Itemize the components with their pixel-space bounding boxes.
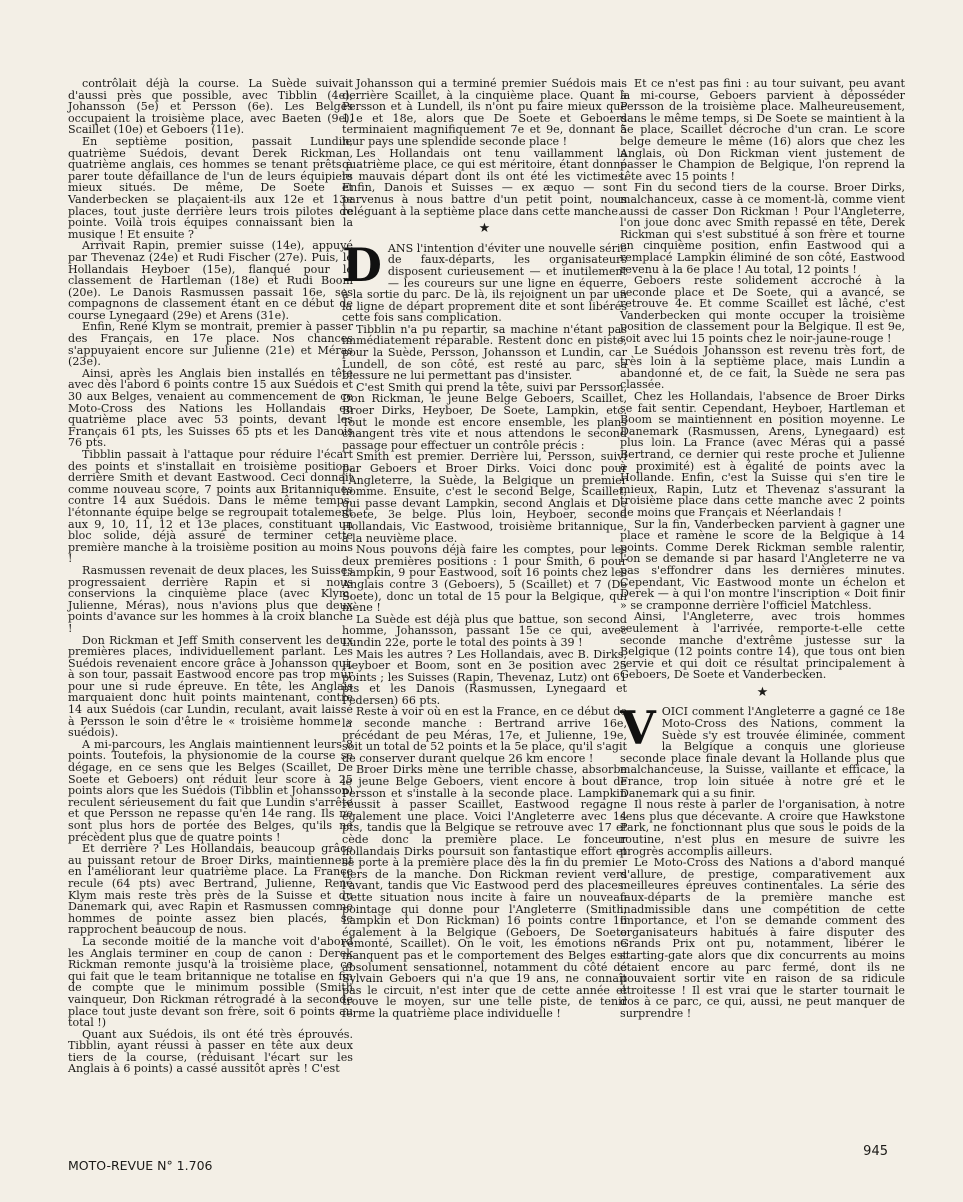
section-separator: ★ [756, 684, 769, 700]
paragraph: Smith est premier. Derrière lui, Persson, suivi par Geboers et Broer Dirks. Voici donc pour l'Angleterre, la Suède, la Belgique un premier homme. Ensuite, c'est le second Belge, Scaillet, qui passe devant Lampkin, second Anglais et De Soete, 3e belge. Plus loin, Heyboer, second Hollandais, Vic Eastwood, troisième britannique, à la neuvième place. [342, 450, 627, 545]
paragraph: A mi-parcours, les Anglais maintiennent leurs 8 points. Toutefois, la physionomie de la course se dégage, en ce sens que les Belges (Scaillet, De Soete et Geboers) ont réduit leur score à 25 points alors que les Suédois (Tibblin et Johansson) reculent sérieusement du fait que Lundin s'arrête et que Persson ne repasse qu'en 14e rang. Ils ne sont plus hors de portée des Belges, qu'ils ne précèdent plus que de quatre points ! [68, 737, 353, 844]
paragraph: Tibblin n'a pu repartir, sa machine n'étant pas immédiatement réparable. Restent donc en piste, pour la Suède, Persson, Johansson et Lundin, car Lundell, de son côté, est resté au parc, sa blessure ne lui permettant pas d'insister. [342, 322, 627, 383]
paragraph: contrôlait déjà la course. La Suède suivait d'aussi près que possible, avec Tibblin (4e), Johansson (5e) et Persson (6e). Les Belges occupaient la troisième place, avec Baeten (9e), Scaillet (10e) et Geboers (11e). [68, 77, 353, 137]
dropcap-letter: V [620, 701, 656, 756]
paragraph: Nous pouvons déjà faire les comptes, pour les deux premières positions : 1 pour Smith, 6 pour Lampkin, 9 pour Eastwood, soit 16 points chez les Anglais contre 3 (Geboers), 5 (Scaillet) et 7 (De Soete), donc un total de 15 pour la Belgique, qui mène ! [342, 543, 627, 615]
paragraph: Broer Dirks mène une terrible chasse, absorbe le jeune Belge Geboers, vient encore à bout de Persson et s'installe à la seconde place. Lampkin réussit à passer Scaillet, Eastwood regagne également une place. Voici l'Angleterre avec 14 pts, tandis que la Belgique se retrouve avec 17 et cède donc la première place. Le fonceur hollandais Dirks poursuit son fantastique effort et se porte à la première place dès la fin du premier tiers de la manche. Don Rickman revient vers l'avant, tandis que Vic Eastwood perd des places. Cette situation nous incite à faire un nouveau pointage qui donne pour l'Angleterre (Smith, Lampkin et Don Rickman) 16 points contre 16 également à la Belgique (Geboers, De Soete remonté, Scaillet). On le voit, les émotions ne manquent pas et le comportement des Belges est absolument sensationnel, notamment du côté de Sylvain Geboers qui n'a que 19 ans, ne connaît pas le circuit, n'est inter que de cette année et trouve le moyen, sur une telle piste, de tenir ferme la quatrième place individuelle ! [342, 763, 627, 1020]
paragraph: Et derrière ? Les Hollandais, beaucoup grâce au puissant retour de Broer Dirks, maintiennent en l'améliorant leur quatrième place. La France recule (64 pts) avec Bertrand, Julienne, René Klym mais reste très près de la Suisse et du Danemark qui, avec Rapin et Rasmussen comme hommes de pointe assez bien placés, se rapprochent beaucoup de nous. [68, 842, 353, 937]
paragraph: Le Suédois Johansson est revenu très fort, de très loin à la septième place, mais Lundin a abandonné et, de ce fait, la Suède ne sera pas classée. [620, 343, 905, 392]
paragraph: Tibblin passait à l'attaque pour réduire l'écart des points et s'installait en troisième position, derrière Smith et devant Eastwood. Ceci donnait comme nouveau score, 7 points aux Britanniques contre 14 aux Suédois. Dans le même temps, l'étonnante équipe belge se regroupait totalement aux 9, 10, 11, 12 et 13e places, constituant un bloc solide, déjà assuré de terminer cette première manche à la troisième position au moins ! [68, 448, 353, 566]
paragraph: C'est Smith qui prend la tête, suivi par Persson, Don Rickman, le jeune Belge Geboers, Scaillet, Broer Dirks, Heyboer, De Soete, Lampkin, etc. Tout le monde est encore ensemble, les plans changent très vite et nous attendons le second passage pour effectuer un contrôle précis : [342, 380, 627, 452]
paragraph: Ainsi, après les Anglais bien installés en tête avec dès l'abord 6 points contre 15 aux Suédois et 30 aux Belges, venaient au commencement de ce Moto-Cross des Nations les Hollandais en quatrième place avec 53 points, devant les Français 61 pts, les Suisses 65 pts et les Danois 76 pts. [68, 366, 353, 450]
paragraph: Ainsi, l'Angleterre, avec trois hommes seulement à l'arrivée, remporte-t-elle cette seconde manche d'extrême justesse sur la Belgique (12 points contre 14), que tous ont bien servie et qui doit ce résultat principalement à Geboers, De Soete et Vanderbecken. [620, 610, 905, 682]
page-number: 945 [863, 1144, 888, 1159]
dropcap-text: OICI comment l'Angleterre a gagné ce 18e Moto-Cross des Nations, comment la Suède s'y est trouvée éliminée, comment la Belgique a conquis une glorieuse seconde place finale devant la Hollande plus que malchanceuse, la Suisse, vaillante et efficace, la France, trop loin située à notre gré et le Danemark qui a su finir. [620, 705, 905, 800]
paragraph: Il nous reste à parler de l'organisation, à notre sens plus que décevante. A croire que Hawkstone Park, ne fonctionnant plus que sous le poids de la routine, n'est plus en mesure de suivre les progrès accomplis ailleurs. [620, 798, 905, 858]
page-footer [68, 1144, 888, 1178]
article-column-2 [342, 78, 627, 1020]
dropcap-paragraph [342, 237, 627, 325]
paragraph: Johansson qui a terminé premier Suédois mais derrière Scaillet, à la cinquième place. Quant à Persson et à Lundell, ils n'ont pu faire mieux que 11e et 18e, alors que De Soete et Geboers terminaient magnifiquement 7e et 9e, donnant à leur pays une splendide seconde place ! [342, 77, 627, 148]
paragraph: Fin du second tiers de la course. Broer Dirks, malchanceux, casse à ce moment-là, comme vient aussi de casser Don Rickman ! Pour l'Angleterre, l'on joue donc avec Smith repassé en tête, Derek Rickman qui s'est substitué à son frère et tourne en cinquième position, enfin Eastwood qui a remplacé Lampkin éliminé de son côté, Eastwood revenu à la 6e place ! Au total, 12 points ! [620, 181, 905, 276]
paragraph: Mais les autres ? Les Hollandais, avec B. Dirks, Heyboer et Boom, sont en 3e position avec 25 points ; les Suisses (Rapin, Thevenaz, Lutz) ont 61 pts et les Danois (Rasmussen, Lynegaard et Pedersen) 66 pts. [342, 647, 627, 707]
paragraph: La seconde moitié de la manche voit d'abord les Anglais terminer en coup de canon : Derek Rickman remonte jusqu'à la troisième place, ce qui fait que le team britannique ne totalise en fin de compte que le minimum possible (Smith vainqueur, Don Rickman rétrogradé à la seconde place tout juste devant son frère, soit 6 points au total !) [68, 934, 353, 1030]
paragraph: Rasmussen revenait de deux places, les Suisses progressaient derrière Rapin et si nous conservions la cinquième place (avec Klym, Julienne, Méras), nous n'avions plus que deux points d'avance sur les hommes à la croix blanche ! [68, 563, 353, 635]
paragraph: Chez les Hollandais, l'absence de Broer Dirks se fait sentir. Cependant, Heyboer, Hartleman et Boom se maintiennent en position moyenne. Le Danemark (Rasmussen, Arens, Lynegaard) est plus loin. La France (avec Méras qui a passé Bertrand, ce dernier qui reste proche et Julienne à proximité) est à égalité de points avec la Hollande. Enfin, c'est la Suisse qui s'en tire le mieux, Rapin, Lutz et Thevenaz s'assurant la troisième place dans cette manche avec 2 points de moins que Français et Néerlandais ! [620, 390, 905, 519]
paragraph: Arrivait Rapin, premier suisse (14e), appuyé par Thevenaz (24e) et Rudi Fischer (27e). Puis, le Hollandais Heyboer (15e), flanqué pour le classement de Hartleman (18e) et Rudi Boom (20e). Le Danois Rasmussen passait 16e, ses compagnons de classement étant en ce début de course Lynegaard (29e) et Arens (31e). [68, 239, 353, 322]
paragraph: La Suède est déjà plus que battue, son second homme, Johansson, passant 15e ce qui, avec Lundin 22e, porte le total des points à 39 ! [342, 612, 627, 649]
column-2-intro [342, 78, 627, 217]
paragraph: Quant aux Suédois, ils ont été très éprouvés. Tibblin, ayant réussi à passer en tête aux deux tiers de la course, (réduisant l'écart sur les Anglais à 6 points) a cassé aussitôt après ! C'est [68, 1027, 353, 1076]
column-3-intro [620, 78, 905, 681]
paragraph: Reste à voir où en est la France, en ce début de la seconde manche : Bertrand arrive 16e, précédant de peu Méras, 17e, et Julienne, 19e, soit un total de 52 points et la 5e place, qu'il s'agit de conserver durant quelque 26 km encore ! [342, 705, 627, 765]
section-separator: ★ [478, 221, 491, 237]
paragraph: Sur la fin, Vanderbecken parvient à gagner une place et ramène le score de la Belgique à 14 points. Comme Derek Rickman semble ralentir, l'on se demande si par hasard l'Angleterre ne va pas s'effondrer dans les dernières minutes. Cependant, Vic Eastwood monte un échelon et Derek — à qui l'on montre l'inscription « Doit finir » se cramponne derrière l'officiel Matchless. [620, 517, 905, 612]
dropcap-paragraph [620, 701, 905, 800]
paragraph: En septième position, passait Lundin, quatrième Suédois, devant Derek Rickman, quatrième anglais, ces hommes se tenant prêts à parer toute défaillance de l'un de leurs équipiers mieux situés. De même, De Soete et Vanderbecken se plaçaient-ils aux 12e et 13e places, tout juste derrière leurs trois pilotes de pointe. Voilà trois équipes connaissant bien la musique ! Et ensuite ? [68, 134, 353, 241]
dropcap-letter: D [342, 237, 382, 292]
paragraph: Et ce n'est pas fini : au tour suivant, peu avant la mi-course, Geboers parvient à déposséder Persson de la troisième place. Malheureusement, dans le même temps, si De Soete se maintient à la 5e place, Scaillet décroche d'un cran. Le score belge demeure le même (16) alors que chez les Anglais, où Don Rickman vient justement de passer le Champion de Belgique, l'on reprend la tête avec 15 points ! [620, 77, 905, 183]
paragraph: Don Rickman et Jeff Smith conservent les deux premières places, individuellement parlant. Les Suédois revenaient encore grâce à Johansson qui, à son tour, passait Eastwood encore pas trop mûr pour une si rude épreuve. En tête, les Anglais marquaient donc huit points maintenant, contre 14 aux Suédois (car Lundin, reculant, avait laissé à Persson le soin d'être le « troisième homme » suédois). [68, 633, 353, 740]
paragraph: Geboers reste solidement accroché à la seconde place et De Soete, qui a avancé, se retrouve 4e. Et comme Scaillet est lâché, c'est Vanderbecken qui monte occuper la troisième position de classement pour la Belgique. Il est 9e, soit avec lui 15 points chez le noir-jaune-rouge ! [620, 274, 905, 346]
magazine-issue: MOTO-REVUE N° 1.706 [68, 1158, 213, 1173]
paragraph: Enfin, René Klym se montrait, premier à passer des Français, en 17e place. Nos chances s'appuyaient encore sur Julienne (21e) et Méras (23e). [68, 320, 353, 369]
dropcap-text: ANS l'intention d'éviter une nouvelle série de faux-départs, les organisateurs disposent curieusement — et inutilement — les coureurs sur une ligne en équerre, à la sortie du parc. De là, ils rejoignent un par un la ligne de départ proprement dite et sont libérés cette fois sans complication. [342, 241, 627, 325]
article-column-1 [68, 78, 353, 1075]
article-column-3 [620, 78, 905, 1020]
paragraph: Le Moto-Cross des Nations a d'abord manqué d'allure, de prestige, comparativement aux meilleures épreuves continentales. La série des faux-départs de la première manche est inadmissible dans une compétition de cette importance, et l'on se demande comment des organisateurs habitués à faire disputer des Grands Prix ont pu, notamment, libérer le starting-gate alors que dix concurrents au moins étaient encore au parc fermé, dont ils ne pouvaient sortir vite en raison de sa ridicule étroitesse ! Il est vrai que le starter tournait le dos à ce parc, ce qui, aussi, ne peut manquer de surprendre ! [620, 856, 905, 1020]
column-3-body [620, 799, 905, 1019]
paragraph: Les Hollandais ont tenu vaillamment la quatrième place, ce qui est méritoire, étant donné le mauvais départ dont ils ont été les victimes. Enfin, Danois et Suisses — ex æquo — sont parvenus à nous battre d'un petit point, nous reléguant à la septième place dans cette manche. [342, 146, 627, 218]
column-2-body [342, 324, 627, 1020]
